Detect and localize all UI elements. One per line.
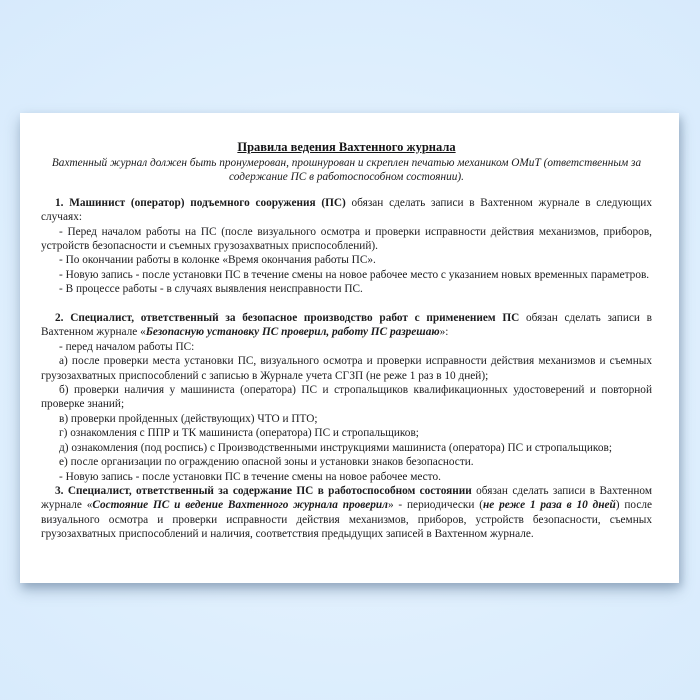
text-segment: »: bbox=[439, 326, 449, 339]
text-segment: б) проверки наличия у машиниста (оператора) ПС и стропальщиков квалификационных удостоверений и повторной проверке знаний; bbox=[41, 384, 652, 411]
text-segment: не реже 1 раза в 10 дней bbox=[483, 499, 616, 512]
paragraph bbox=[41, 268, 652, 282]
paragraph bbox=[41, 383, 652, 412]
paragraph bbox=[41, 470, 652, 484]
text-segment: а) после проверки места установки ПС, визуального осмотра и проверки исправности действия механизмов и съемных грузозахватных приспособлений с записью в Журнале учета СГЗП (не реже 1 раз в 10 дней); bbox=[41, 355, 652, 382]
text-segment: - перед началом работы ПС: bbox=[59, 340, 195, 353]
text-segment: д) ознакомления (под роспись) с Производственными инструкциями машиниста (оператора) ПС и стропальщиков; bbox=[59, 441, 612, 454]
paragraph bbox=[41, 282, 652, 296]
paragraph bbox=[41, 340, 652, 354]
text-segment: Состояние ПС и ведение Вахтенного журнала проверил bbox=[92, 499, 388, 512]
text-segment: - По окончании работы в колонке «Время окончания работы ПС». bbox=[59, 254, 376, 267]
paragraph bbox=[41, 441, 652, 455]
paragraph-spacer bbox=[41, 297, 652, 311]
text-segment: Безопасную установку ПС проверил, работу ПС разрешаю bbox=[145, 326, 440, 339]
paragraph bbox=[41, 426, 652, 440]
paragraph bbox=[41, 253, 652, 267]
text-segment: е) после организации по ограждению опасной зоны и установки знаков безопасности. bbox=[59, 456, 474, 469]
text-segment: г) ознакомления с ППР и ТК машиниста (оператора) ПС и стропальщиков; bbox=[59, 427, 419, 440]
paragraph bbox=[41, 484, 652, 542]
text-segment: обязан сделать записи в Вахтенном журнале « bbox=[41, 484, 652, 512]
text-segment: - Новую запись - после установки ПС в течение смены на новое рабочее место. bbox=[59, 470, 441, 483]
text-segment: в) проверки пройденных (действующих) ЧТО и ПТО; bbox=[59, 412, 318, 425]
text-segment: - Новую запись - после установки ПС в течение смены на новое рабочее место с указанием новых временных параметров. bbox=[59, 268, 650, 281]
paragraph bbox=[41, 225, 652, 254]
document-page bbox=[20, 113, 679, 583]
text-segment: 3. Специалист, ответственный за содержание ПС в работоспособном состоянии bbox=[55, 484, 472, 497]
paragraph bbox=[41, 196, 652, 225]
text-segment: » - периодически ( bbox=[387, 499, 483, 512]
page-title: Правила ведения Вахтенного журнала bbox=[237, 140, 456, 154]
text-segment: 2. Специалист, ответственный за безопасное производство работ с применением ПС bbox=[55, 312, 520, 325]
paragraph bbox=[41, 412, 652, 426]
text-segment: обязан сделать записи в Вахтенном журнале « bbox=[41, 312, 652, 339]
paragraph bbox=[41, 455, 652, 469]
page-subtitle: Вахтенный журнал должен быть пронумерован, прошнурован и скреплен печатью механиком ОМиТ (ответственным за содержание ПС в работоспособном состоянии). bbox=[51, 157, 642, 184]
text-segment: 1. Машинист (оператор) подъемного сооружения (ПС) bbox=[55, 196, 346, 209]
paragraph bbox=[41, 354, 652, 383]
text-segment: - Перед началом работы на ПС (после визуального осмотра и проверки исправности действия механизмов, приборов, устройств безопасности и съемных грузозахватных приспособлений). bbox=[41, 225, 652, 253]
paragraph bbox=[41, 311, 652, 340]
text-segment: ) после визуального осмотра и проверки исправности действия механизмов, приборов, устройств безопасности, съемных грузозахватных приспособлений и наличия, соответствия предыдущих записей в Вахтенном журнале. bbox=[41, 499, 652, 541]
text-segment: - В процессе работы - в случаях выявления неисправности ПС. bbox=[59, 283, 363, 296]
document-body bbox=[41, 196, 652, 542]
text-segment: обязан сделать записи в Вахтенном журнале в следующих случаях: bbox=[41, 196, 652, 224]
